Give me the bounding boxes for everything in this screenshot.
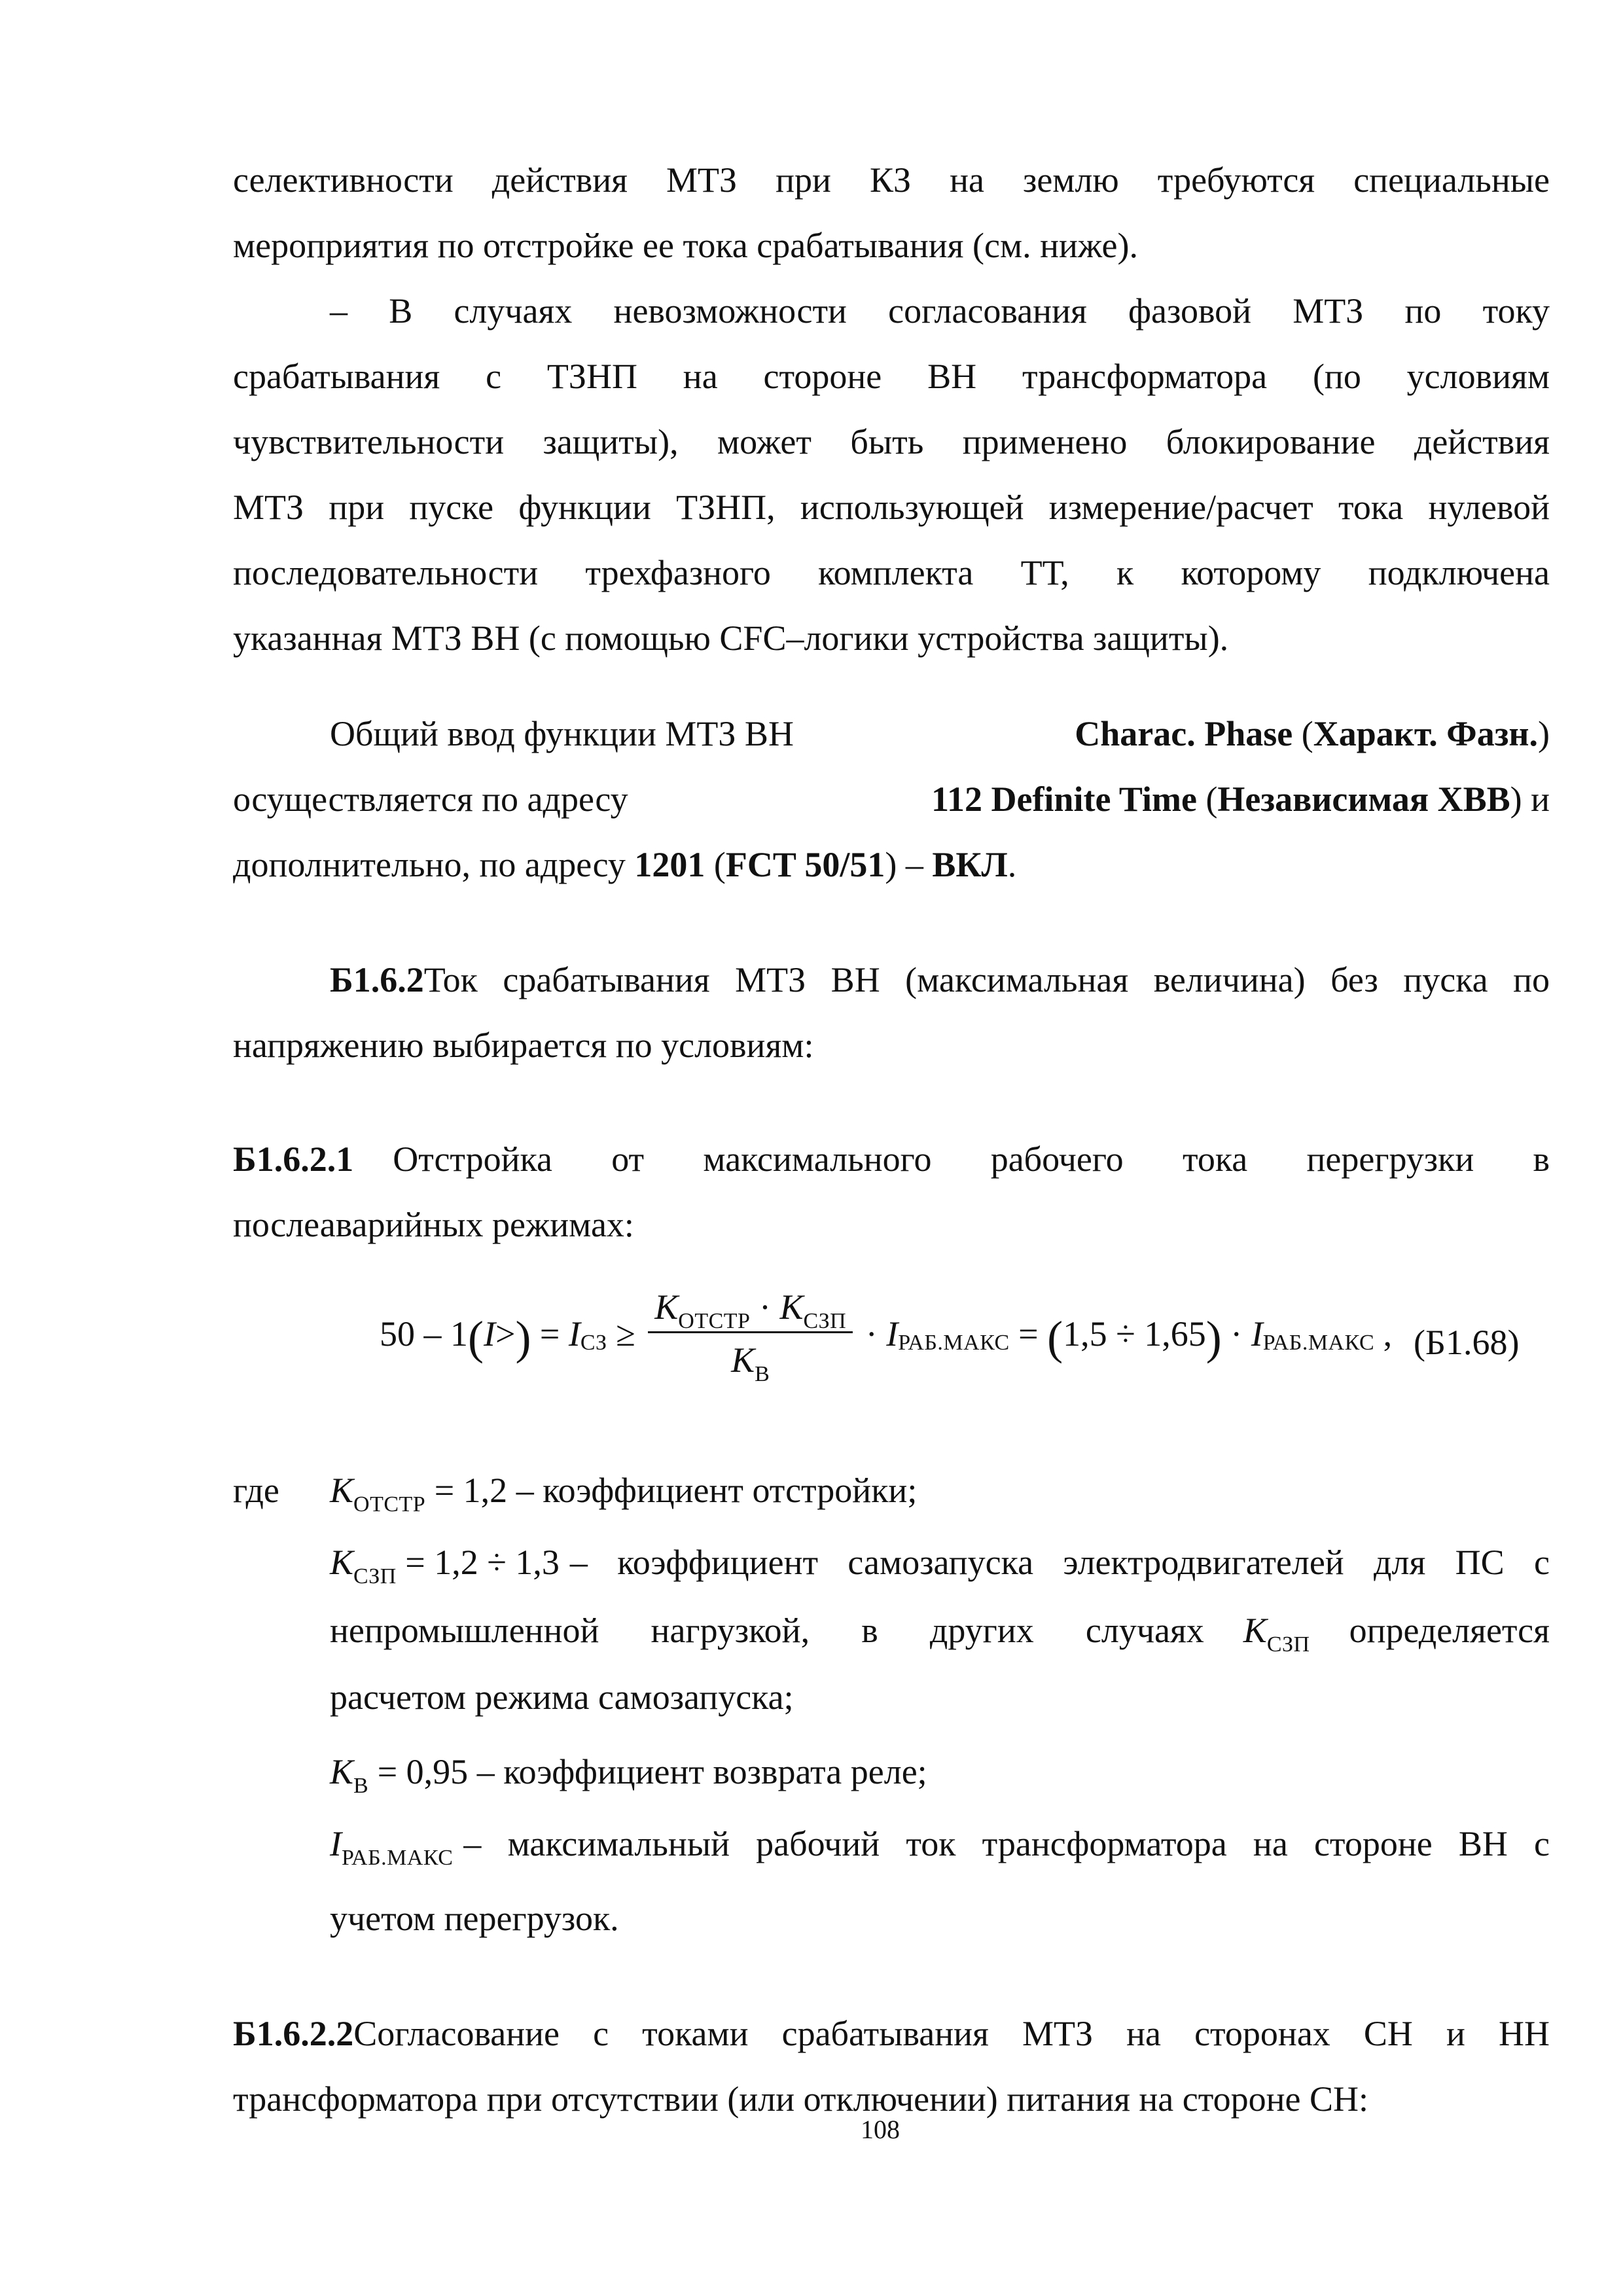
formula-var: K <box>654 1287 679 1327</box>
formula-term: · <box>857 1314 887 1354</box>
formula-term: > <box>495 1314 516 1354</box>
text: – максимальный рабочий ток трансформатора на стороне ВН с <box>463 1824 1550 1863</box>
text: – коэффициент возврата реле; <box>468 1752 927 1791</box>
text-line: селективности действия МТЗ при КЗ на землю требуются специальные <box>233 160 1550 200</box>
formula-term: · <box>750 1287 780 1327</box>
text-line: МТЗ при пуске функции ТЗНП, использующей измерение/расчет тока нулевой <box>233 488 1550 527</box>
page-number: 108 <box>861 2115 900 2144</box>
formula-var: K <box>731 1340 755 1380</box>
formula-term: = <box>531 1314 569 1354</box>
formula-var: I <box>330 1824 342 1863</box>
formula-sub: СЗП <box>803 1309 847 1333</box>
paren: ( <box>1047 1311 1063 1364</box>
section-number: Б1.6.2 <box>330 960 424 999</box>
code-term: FCT 50/51 <box>725 845 885 884</box>
formula-term: = 1,2 ÷ 1,3 <box>396 1543 560 1582</box>
text: – коэффициент отстройки; <box>507 1471 918 1510</box>
formula-term: = 1,2 <box>425 1471 508 1510</box>
definition <box>330 1824 1550 1870</box>
formula-sub: ОТСТР <box>353 1492 426 1516</box>
definition <box>330 1752 927 1798</box>
formula-var: K <box>779 1287 804 1327</box>
formula-term: , <box>1374 1314 1393 1354</box>
section-text: Отстройка от максимального рабочего тока перегрузки в <box>393 1139 1550 1179</box>
text-line: указанная МТЗ ВН (с помощью CFC–логики устройства защиты). <box>233 619 1229 658</box>
code-term: Charac. Phase <box>1075 714 1293 753</box>
formula-b1-68 <box>380 1287 1393 1386</box>
text-line: расчетом режима самозапуска; <box>330 1677 794 1717</box>
section-number: Б1.6.2.1 <box>233 1139 354 1179</box>
text-line: последовательности трехфазного комплекта ТТ, к которому подключена <box>233 553 1550 592</box>
formula-sub: РАБ.МАКС <box>341 1846 454 1870</box>
text: ( <box>1293 714 1313 753</box>
paren: ) <box>1205 1311 1222 1364</box>
where-label: где <box>233 1471 279 1510</box>
text: . <box>1007 845 1017 884</box>
definition <box>330 1543 1550 1588</box>
code-term: ВКЛ <box>932 845 1008 884</box>
text-line: срабатывания с ТЗНП на стороне ВН трансформатора (по условиям <box>233 357 1550 396</box>
text: непромышленной нагрузкой, в других случаях <box>330 1611 1204 1650</box>
code-term: 112 Definite Time <box>931 780 1197 819</box>
section-heading <box>330 962 1550 997</box>
formula-var: I <box>483 1314 495 1354</box>
formula-term: · <box>1221 1314 1251 1354</box>
text: ( <box>705 845 726 884</box>
code-term: Независимая ХВВ <box>1217 780 1510 819</box>
section-number: Б1.6.2.2 <box>233 2014 354 2053</box>
definition-line <box>330 1611 1550 1657</box>
text-line: учетом перегрузок. <box>330 1899 619 1938</box>
text: – коэффициент самозапуска электродвигателей для ПС с <box>569 1543 1550 1582</box>
formula-sub: РАБ.МАКС <box>898 1330 1010 1355</box>
fraction <box>648 1287 853 1386</box>
formula-var: I <box>886 1314 899 1354</box>
paren: ( <box>468 1311 484 1364</box>
text-line: послеаварийных режимах: <box>233 1205 634 1244</box>
section-heading <box>233 2016 1550 2051</box>
text: дополнительно, по адресу <box>233 845 635 884</box>
text: ) и <box>1510 780 1550 819</box>
formula-term: = <box>1009 1314 1048 1354</box>
text-line: мероприятия по отстройке ее тока срабатывания (см. ниже). <box>233 226 1138 265</box>
paren: ) <box>515 1311 531 1364</box>
numerator <box>648 1289 853 1333</box>
text: ( <box>1196 780 1218 819</box>
text: осуществляется по адресу <box>233 780 628 819</box>
formula-sub: ОТСТР <box>678 1309 751 1333</box>
paragraph-line <box>233 781 1550 817</box>
formula-term: ≥ <box>607 1314 645 1354</box>
code-term: Характ. Фазн. <box>1313 714 1539 753</box>
text-line: – В случаях невозможности согласования фазовой МТЗ по току <box>330 291 1550 331</box>
formula-var: I <box>1251 1314 1263 1354</box>
paragraph-line <box>330 716 1550 751</box>
section-heading <box>233 1141 1550 1177</box>
formula-var: K <box>330 1471 354 1510</box>
formula-sub: СЗП <box>1266 1632 1310 1657</box>
formula-var: K <box>1243 1611 1267 1650</box>
denominator <box>648 1333 853 1386</box>
formula-term: 50 – 1 <box>380 1314 468 1354</box>
section-text: Ток срабатывания МТЗ ВН (максимальная величина) без пуска по <box>423 960 1550 999</box>
formula-term: = 0,95 <box>368 1752 469 1791</box>
text: ) <box>1538 714 1550 753</box>
formula-sub: В <box>353 1774 369 1798</box>
section-text: Согласование с токами срабатывания МТЗ на сторонах СН и НН <box>353 2014 1550 2053</box>
text: определяется <box>1349 1611 1550 1650</box>
equation-number: (Б1.68) <box>1414 1323 1520 1362</box>
text-line: напряжению выбирается по условиям: <box>233 1026 814 1065</box>
definition <box>330 1471 918 1516</box>
formula-sub: В <box>755 1362 770 1386</box>
formula-term: 1,5 ÷ 1,65 <box>1063 1314 1206 1354</box>
formula-sub: СЗ <box>580 1330 607 1355</box>
formula-var: K <box>330 1752 354 1791</box>
text: Общий ввод функции МТЗ ВН <box>330 714 794 753</box>
text: ) – <box>885 845 933 884</box>
formula-sub: СЗП <box>353 1564 397 1588</box>
formula-var: K <box>330 1543 354 1582</box>
text-line: чувствительности защиты), может быть применено блокирование действия <box>233 422 1550 461</box>
formula-var: I <box>568 1314 580 1354</box>
formula-sub: РАБ.МАКС <box>1262 1330 1375 1355</box>
text-line: трансформатора при отсутствии (или отключении) питания на стороне СН: <box>233 2079 1369 2119</box>
paragraph-line <box>233 847 1016 882</box>
code-term: 1201 <box>634 845 705 884</box>
